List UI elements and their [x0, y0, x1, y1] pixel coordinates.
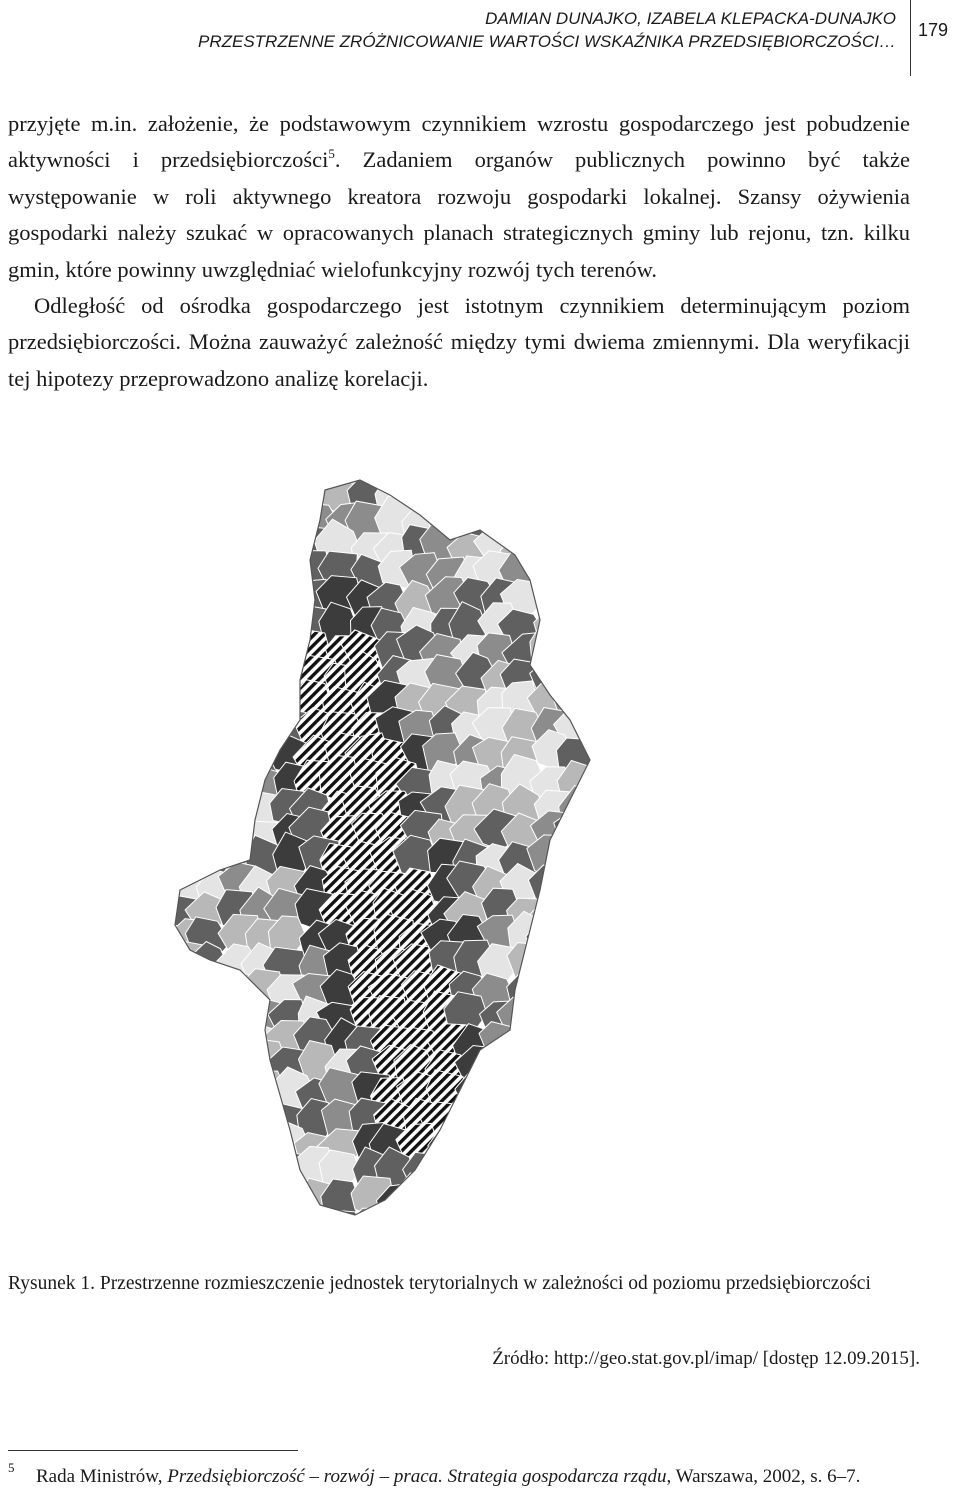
- municipality-cell: [558, 501, 598, 541]
- municipality-cell: [526, 550, 570, 592]
- municipality-cell: [553, 1047, 601, 1089]
- paragraph-2: Odległość od ośrodka gospodarczego jest istotnym czynnikiem determinującym poziom przedsiębiorczości. Można zauważyć zależność między tymi dwiema zmiennymi. Dla weryfikacji tej hipotezy przeprowadzono analizę korelacji.: [8, 293, 910, 391]
- municipality-cell: [216, 502, 259, 543]
- municipality-cell: [190, 968, 232, 1007]
- municipality-cell: [162, 608, 208, 655]
- municipality-cell: [502, 1049, 541, 1090]
- municipality-cell: [169, 509, 210, 545]
- municipality-cell: [243, 660, 283, 704]
- footnote-text-italic: Przedsiębiorczość – rozwój – praca. Strategia gospodarcza rządu: [167, 1466, 667, 1487]
- municipality-cell: [395, 470, 435, 486]
- municipality-cell: [217, 1074, 257, 1110]
- municipality-cell: [525, 1154, 569, 1191]
- municipality-cell: [237, 558, 284, 595]
- municipality-cell: [192, 495, 230, 536]
- municipality-cell: [423, 470, 471, 495]
- paragraph-1: [8, 106, 910, 288]
- municipality-cell: [196, 528, 241, 571]
- municipality-cell: [162, 1178, 201, 1218]
- municipality-cell: [248, 575, 290, 619]
- municipality-cell: [218, 1204, 259, 1231]
- municipality-cell: [475, 1124, 521, 1162]
- municipality-cell: [187, 1174, 231, 1217]
- municipality-cell: [141, 713, 188, 753]
- municipality-cell: [531, 995, 574, 1041]
- municipality-cell: [420, 1152, 462, 1191]
- municipality-cell: [218, 1152, 263, 1198]
- municipality-cell: [144, 609, 184, 648]
- municipality-cell: [526, 922, 568, 964]
- municipality-cell: [421, 1199, 461, 1230]
- municipality-cell: [473, 1149, 517, 1189]
- municipality-cell: [163, 968, 209, 1012]
- municipality-cell: [525, 1126, 570, 1168]
- figure-source: Źródło: http://geo.stat.gov.pl/imap/ [dostęp 12.09.2015].: [492, 1348, 920, 1369]
- municipality-cell: [533, 1052, 576, 1091]
- municipality-cell: [196, 633, 235, 675]
- municipality-cell: [245, 1129, 289, 1172]
- municipality-cell: [528, 969, 568, 1008]
- municipality-cell: [192, 587, 234, 626]
- municipality-cell: [219, 688, 259, 728]
- municipality-cell: [139, 523, 183, 563]
- municipality-cell: [135, 1122, 182, 1169]
- municipality-cell: [525, 500, 568, 546]
- page-number: 179: [918, 20, 949, 40]
- municipality-cell: [529, 1177, 572, 1222]
- municipality-cell: [138, 1175, 185, 1219]
- municipality-cell: [215, 709, 259, 750]
- municipality-cell: [529, 470, 566, 490]
- municipality-cell: [163, 657, 205, 701]
- municipality-cell: [504, 1210, 543, 1231]
- municipality-cell: [448, 474, 495, 512]
- municipality-cell: [552, 470, 594, 492]
- municipality-cell: [322, 1211, 367, 1230]
- municipality-cell: [167, 479, 208, 522]
- paragraph-1-text-cont: . Zadaniem organów publicznych powinno być także występowanie w roli aktywnego kreatora rozwoju gospodarki lokalnej. Szansy ożywienia gospodarki należy szukać w opracowanych planach strategicznych gminy lub rejonu, tzn. kilku gmin, które powinny uwzględniać wielofunkcyjny rozwój tych terenów.: [8, 147, 911, 282]
- municipality-cell: [507, 943, 546, 984]
- municipality-cell: [140, 497, 185, 542]
- municipality-cell: [197, 1101, 240, 1146]
- municipality-cell: [533, 470, 577, 512]
- municipality-cell: [187, 1046, 231, 1092]
- municipality-cell: [137, 948, 179, 985]
- municipality-cell: [499, 504, 542, 544]
- municipality-cell: [192, 996, 235, 1037]
- municipality-cell: [268, 600, 316, 644]
- municipality-cell: [430, 480, 472, 522]
- footnote-text-plain: Rada Ministrów,: [36, 1466, 168, 1487]
- municipality-cell: [263, 1180, 310, 1220]
- municipality-cell: [191, 473, 235, 515]
- municipality-cell: [243, 1185, 286, 1221]
- municipality-cell: [552, 579, 600, 622]
- municipality-cell: [276, 498, 314, 543]
- municipality-cell: [212, 527, 255, 572]
- municipality-cell: [193, 816, 235, 859]
- municipality-cell: [164, 532, 211, 571]
- municipality-cell: [273, 1201, 312, 1230]
- municipality-cell: [559, 525, 599, 565]
- municipality-cell: [215, 547, 257, 593]
- municipality-cell: [215, 575, 254, 620]
- municipality-cell: [392, 1209, 438, 1230]
- municipality-cell: [167, 581, 208, 621]
- municipality-cell: [536, 573, 579, 615]
- municipality-cell: [511, 1125, 553, 1166]
- municipality-cell: [476, 1048, 522, 1093]
- paragraph-1-text: przyjęte m.in. założenie, że podstawowym czynnikiem wzrostu gospodarczego jest pobudzenie aktywności i przedsiębiorczości: [8, 111, 910, 173]
- running-header: [0, 0, 960, 80]
- municipality-cell: [214, 1094, 257, 1139]
- municipality-cell: [553, 1200, 600, 1230]
- municipality-cell: [554, 1017, 592, 1056]
- municipality-cell: [481, 1099, 521, 1139]
- municipality-cell: [242, 705, 284, 750]
- municipality-cell: [556, 634, 598, 678]
- municipality-cell: [218, 605, 256, 645]
- municipality-cell: [534, 605, 579, 643]
- municipality-cell: [193, 1125, 235, 1162]
- municipality-cell: [137, 679, 182, 723]
- municipality-cell: [138, 1207, 176, 1230]
- municipality-cell: [557, 1177, 601, 1215]
- municipality-cell: [240, 476, 282, 516]
- municipality-cell: [555, 479, 592, 518]
- municipality-cell: [217, 1043, 260, 1086]
- municipality-cell: [171, 634, 213, 677]
- municipality-cell: [475, 1198, 525, 1230]
- municipality-cell: [142, 1045, 180, 1085]
- municipality-cell: [144, 995, 187, 1037]
- municipality-cell: [526, 1074, 568, 1114]
- municipality-cell: [524, 945, 568, 982]
- municipality-cell: [264, 472, 311, 515]
- municipality-cell: [220, 1022, 265, 1063]
- municipality-cell: [238, 1157, 285, 1197]
- municipality-cell: [162, 754, 202, 798]
- municipality-cell: [530, 1211, 569, 1230]
- municipality-cell: [243, 607, 285, 651]
- municipality-cell: [145, 630, 186, 669]
- municipality-cell: [551, 551, 596, 594]
- municipality-cell: [196, 678, 237, 719]
- municipality-cell: [499, 1070, 541, 1117]
- municipality-cell: [164, 1043, 204, 1085]
- municipality-cell: [168, 559, 212, 598]
- municipality-cell: [144, 481, 185, 520]
- body-text: [8, 106, 910, 397]
- municipality-cell: [140, 470, 182, 489]
- municipality-cell: [552, 602, 593, 645]
- municipality-cell: [212, 784, 256, 825]
- municipality-cell: [170, 1207, 209, 1230]
- municipality-cell: [348, 470, 387, 485]
- municipality-cell: [263, 523, 304, 567]
- municipality-cell: [140, 787, 185, 824]
- municipality-cell: [507, 472, 551, 510]
- municipality-cell: [292, 470, 330, 490]
- municipality-cell: [187, 603, 233, 646]
- municipality-cell: [188, 653, 230, 698]
- header-divider: [910, 0, 911, 76]
- municipality-cell: [220, 475, 260, 514]
- municipality-cell: [165, 688, 205, 727]
- municipality-cell: [139, 1018, 177, 1060]
- municipality-cell: [142, 1149, 182, 1192]
- municipality-cell: [242, 530, 288, 572]
- municipality-cell: [559, 964, 599, 1012]
- municipality-cell: [510, 1028, 550, 1064]
- municipality-cell: [451, 1205, 497, 1230]
- municipality-cell: [218, 654, 263, 694]
- municipality-cell: [497, 470, 542, 495]
- municipality-cell: [167, 809, 205, 850]
- municipality-cell: [187, 755, 234, 798]
- municipality-cell: [246, 634, 286, 677]
- municipality-cell: [220, 1125, 263, 1164]
- map-svg: [120, 470, 620, 1230]
- municipality-cell: [165, 1018, 208, 1064]
- municipality-cell: [137, 579, 180, 620]
- municipality-cell: [194, 470, 234, 488]
- municipality-cell: [187, 736, 234, 779]
- municipality-cell: [271, 583, 311, 625]
- municipality-cell: [244, 1106, 283, 1143]
- municipality-cell: [474, 481, 520, 518]
- municipality-cell: [426, 1182, 469, 1219]
- figure-caption: Rysunek 1. Przestrzenne rozmieszczenie jednostek terytorialnych w zależności od poziomu przedsiębiorczości: [8, 1273, 871, 1294]
- municipality-cell: [162, 1148, 207, 1191]
- municipality-cell: [191, 715, 231, 754]
- header-title: PRZESTRZENNE ZRÓŻNICOWANIE WARTOŚCI WSKAŹNIKA PRZEDSIĘBIORCZOŚCI…: [197, 32, 896, 51]
- municipality-cell: [215, 744, 257, 782]
- municipality-cell: [191, 560, 235, 601]
- municipality-cell: [556, 1129, 594, 1167]
- municipality-cell: [268, 555, 315, 598]
- footnote-rule: [8, 1450, 298, 1451]
- municipality-cell: [561, 915, 603, 954]
- municipality-cell: [166, 1100, 207, 1147]
- municipality-cell: [555, 1001, 594, 1044]
- municipality-cell: [447, 470, 494, 488]
- municipality-cell: [246, 685, 284, 727]
- municipality-cell: [163, 706, 211, 748]
- municipality-cell: [274, 470, 317, 492]
- municipality-cell: [495, 1102, 539, 1146]
- municipality-cell: [138, 920, 181, 966]
- municipality-cell: [450, 1151, 497, 1196]
- municipality-cell: [133, 549, 178, 590]
- municipality-cell: [561, 866, 599, 912]
- municipality-cell: [452, 1124, 497, 1162]
- footnote-number: 5: [8, 1460, 15, 1475]
- municipality-cell: [241, 1199, 285, 1230]
- municipality-cell: [555, 838, 604, 877]
- municipality-cell: [482, 470, 522, 492]
- municipality-cell: [472, 1074, 515, 1111]
- municipality-cell: [165, 786, 207, 828]
- municipality-cell: [190, 1207, 234, 1230]
- municipality-cell: [168, 732, 212, 770]
- footnote-text: [36, 1466, 860, 1488]
- municipality-cell: [165, 1074, 212, 1115]
- municipality-cell: [139, 1076, 183, 1114]
- municipality-cell: [162, 1128, 204, 1172]
- municipality-cell: [133, 1106, 181, 1145]
- municipality-cell: [139, 970, 185, 1012]
- municipality-cell: [222, 993, 260, 1033]
- municipality-cell: [138, 759, 184, 802]
- municipality-cell: [376, 1202, 418, 1230]
- municipality-cell: [552, 943, 598, 979]
- municipality-cell: [214, 1176, 253, 1219]
- municipality-cell: [558, 1073, 598, 1115]
- municipality-cell: [239, 506, 287, 545]
- municipality-cell: [506, 1174, 549, 1212]
- municipality-cell: [449, 1105, 496, 1143]
- municipality-cell: [532, 1027, 577, 1068]
- municipality-cell: [138, 835, 181, 877]
- municipality-cell: [296, 1207, 340, 1230]
- municipality-cell: [496, 1153, 542, 1191]
- municipality-cell: [167, 833, 213, 874]
- municipality-cell: [139, 813, 184, 850]
- municipality-cell: [191, 1075, 233, 1119]
- municipality-cell: [196, 1028, 239, 1070]
- municipality-cell: [223, 470, 263, 492]
- municipality-cell: [212, 637, 261, 677]
- municipality-cell: [161, 997, 208, 1040]
- municipality-cell: [137, 664, 183, 704]
- municipality-cell: [479, 1171, 517, 1218]
- municipality-cell: [548, 1099, 592, 1140]
- header-authors: DAMIAN DUNAJKO, IZABELA KLEPACKA-DUNAJKO: [485, 9, 896, 28]
- municipality-cell: [140, 737, 185, 775]
- municipality-cell: [558, 1149, 601, 1196]
- municipality-cell: [479, 1022, 522, 1063]
- municipality-cell: [523, 1098, 567, 1141]
- municipality-cell: [554, 656, 599, 697]
- municipality-cell: [530, 625, 572, 669]
- municipality-cell: [451, 1172, 497, 1216]
- municipality-cell: [194, 1147, 235, 1189]
- municipality-cell: [555, 895, 597, 937]
- footnote-text-end: , Warszawa, 2002, s. 6–7.: [666, 1466, 861, 1487]
- municipality-cell: [245, 470, 290, 490]
- municipality-cell: [482, 494, 521, 534]
- footnote-ref[interactable]: 5: [328, 146, 335, 162]
- municipality-cell: [526, 529, 574, 571]
- municipality-cell: [162, 470, 205, 489]
- municipality-cell: [225, 762, 268, 799]
- choropleth-map: [120, 470, 620, 1230]
- municipality-cell: [190, 785, 227, 824]
